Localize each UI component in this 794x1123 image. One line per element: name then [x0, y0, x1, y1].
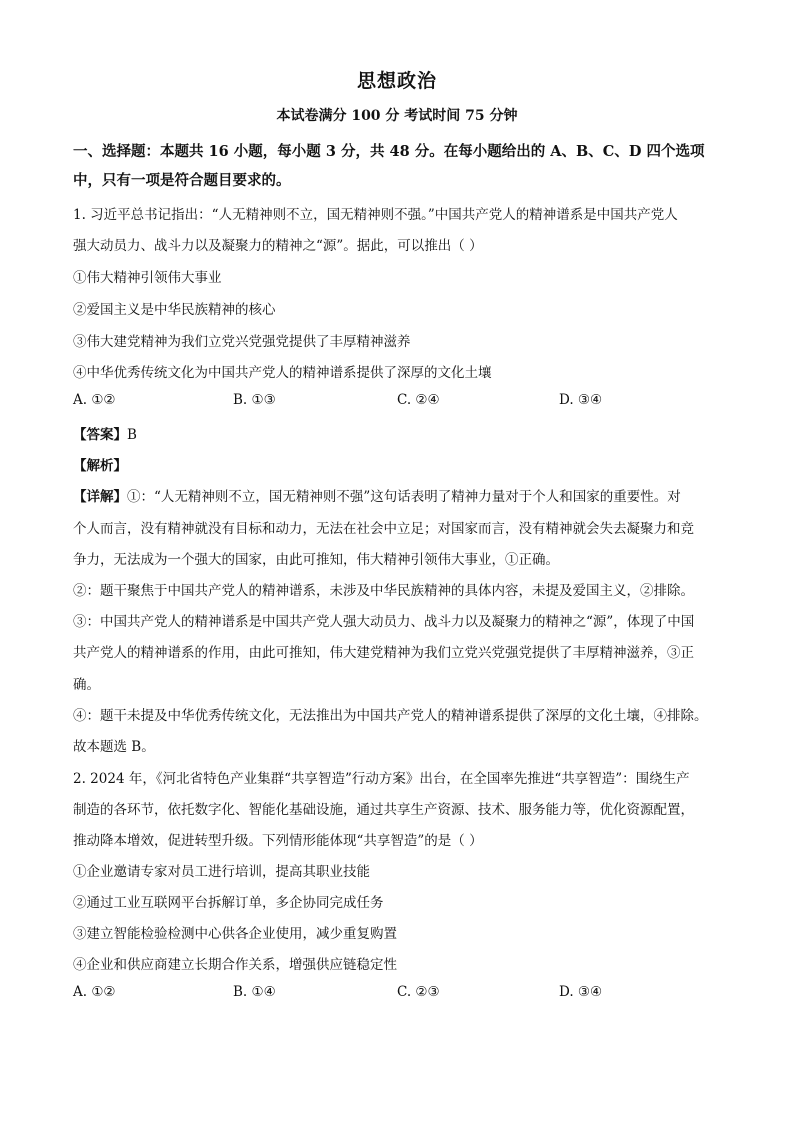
q1-detail-line-2: 个人而言，没有精神就没有目标和动力，无法在社会中立足；对国家而言，没有精神就会失去凝聚力和竞: [73, 521, 694, 537]
q2-option-d: D. ③④: [559, 984, 603, 1000]
q1-option-b: B. ①③: [233, 392, 276, 408]
q1-option-d: D. ③④: [559, 392, 603, 408]
q1-detail-line-7: 确。: [73, 677, 100, 693]
q1-detail-line-1: 【详解】①：“人无精神则不立，国无精神则不强”这句话表明了精神力量对于个人和国家的重要性。对: [73, 489, 681, 505]
q1-option-a: A. ①②: [73, 392, 116, 408]
detail-tag: 【详解】: [73, 489, 127, 505]
q2-stem-line-2: 制造的各环节，依托数字化、智能化基础设施，通过共享生产资源、技术、服务能力等，优化资源配置，: [73, 802, 694, 818]
q1-item-4: ④中华优秀传统文化为中国共产党人的精神谱系提供了深厚的文化土壤: [73, 365, 492, 381]
answer-tag: 【答案】: [73, 427, 127, 443]
section-heading: 一、选择题：本题共 16 小题，每小题 3 分，共 48 分。在每小题给出的 A、B、C、D 四个选项中，只有一项是符合题目要求的。: [73, 143, 705, 189]
q2-item-2: ②通过工业互联网平台拆解订单，多企协同完成任务: [73, 895, 384, 911]
q1-detail-line-5: ③：中国共产党人的精神谱系是中国共产党人强大动员力、战斗力以及凝聚力的精神之“源”，体现了中国: [73, 614, 695, 630]
q1-stem-line-1: 1. 习近平总书记指出：“人无精神则不立，国无精神则不强。”中国共产党人的精神谱系是中国共产党人: [73, 207, 678, 223]
q1-item-2: ②爱国主义是中华民族精神的核心: [73, 302, 276, 318]
q2-item-3: ③建立智能检验检测中心供各企业使用，减少重复购置: [73, 926, 397, 942]
q2-item-4: ④企业和供应商建立长期合作关系，增强供应链稳定性: [73, 957, 397, 973]
q1-item-3: ③伟大建党精神为我们立党兴党强党提供了丰厚精神滋养: [73, 334, 411, 350]
q1-analysis-tag: 【解析】: [73, 458, 127, 474]
q1-item-1: ①伟大精神引领伟大事业: [73, 270, 222, 286]
q1-detail-line-9: 故本题选 B。: [73, 739, 155, 755]
q2-stem-line-3: 推动降本增效，促进转型升级。下列情形能体现“共享智造”的是（ ）: [73, 833, 483, 849]
q2-stem-line-1: 2. 2024 年，《河北省特色产业集群“共享智造”行动方案》出台，在全国率先推进“共享智造”：围绕生产: [73, 771, 690, 787]
q1-answer: [73, 423, 137, 443]
q2-item-1: ①企业邀请专家对员工进行培训，提高其职业技能: [73, 864, 370, 880]
page-title: 思想政治: [356, 70, 437, 92]
q2-option-c: C. ②③: [397, 984, 440, 1000]
q1-option-c: C. ②④: [397, 392, 440, 408]
q1-stem-line-2: 强大动员力、战斗力以及凝聚力的精神之“源”。据此，可以推出（ ）: [73, 238, 483, 254]
exam-info: 本试卷满分 100 分 考试时间 75 分钟: [276, 108, 518, 124]
q2-option-a: A. ①②: [73, 984, 116, 1000]
q1-detail-line-6: 共产党人的精神谱系的作用，由此可推知，伟大建党精神为我们立党兴党强党提供了丰厚精神滋养，③正: [73, 645, 694, 661]
q2-option-b: B. ①④: [233, 984, 276, 1000]
q1-detail-line-8: ④：题干未提及中华优秀传统文化，无法推出为中国共产党人的精神谱系提供了深厚的文化土壤，④排除。: [73, 708, 708, 724]
answer-value: B: [127, 427, 137, 443]
q1-detail-line-3: 争力，无法成为一个强大的国家，由此可推知，伟大精神引领伟大事业，①正确。: [73, 552, 559, 568]
q1-detail-line-4: ②：题干聚焦于中国共产党人的精神谱系，未涉及中华民族精神的具体内容，未提及爱国主义，②排除。: [73, 583, 694, 599]
